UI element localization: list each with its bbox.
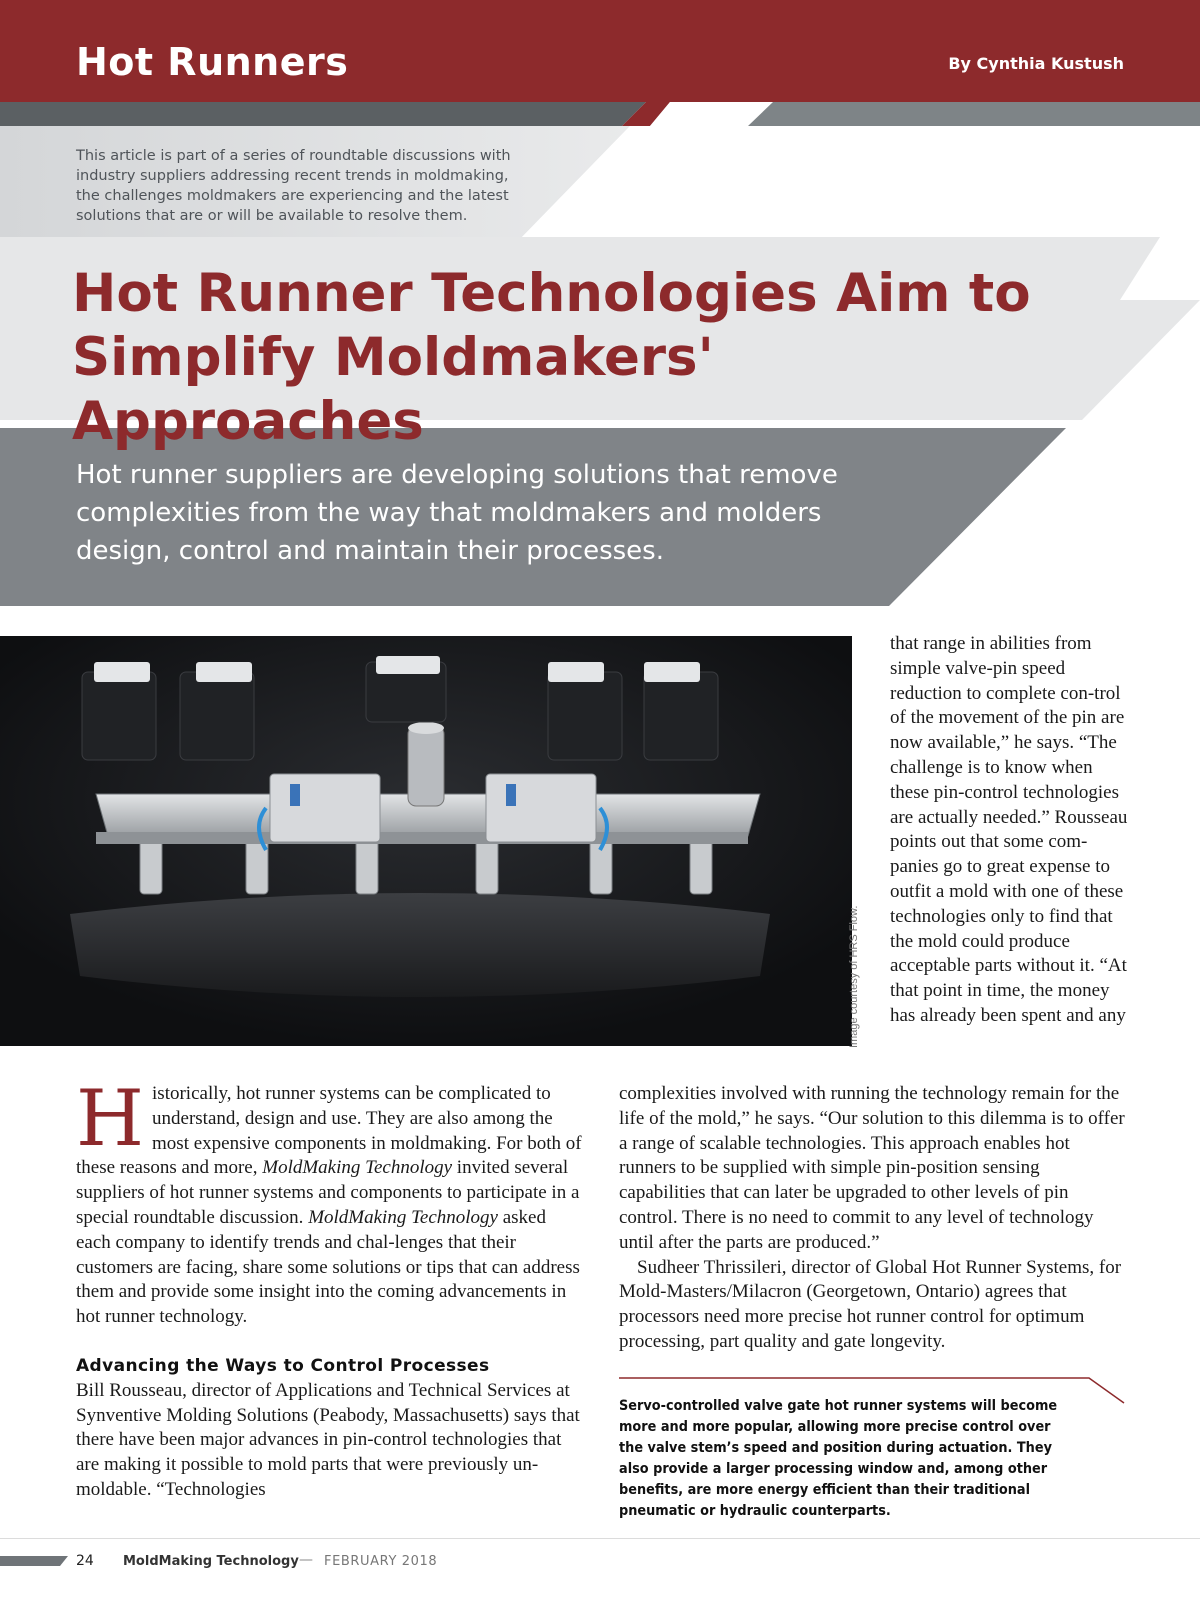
publication-title: MoldMaking Technology <box>123 1554 299 1569</box>
article-column-right-top <box>890 632 1130 1029</box>
text-run: istorically, hot runner systems can be complicated to understand, design and use. They are also among the most expensive components in moldmaking. For both of these reasons and more, <box>76 1083 582 1179</box>
article-photo <box>0 636 852 1046</box>
paragraph: that range in abilities from simple valve-pin speed reduction to complete con-trol of the movement of the pin are now available,” he says. “The challenge is to know when these pin-control technologies are actually needed.” Rousseau points out that some com-panies go to great expense to outfit a mold with one of these technologies only to find that the mold could produce acceptable parts without it. “At that point in time, the money has already been spent and any <box>890 633 1128 1026</box>
section-title: Hot Runners <box>76 40 349 84</box>
article-headline: Hot Runner Technologies Aim to Simplify Moldmakers' Approaches <box>72 263 1031 452</box>
article-column-left <box>76 1074 582 1503</box>
footer-separator: — <box>299 1552 313 1568</box>
publication-name: MoldMaking Technology <box>308 1206 498 1228</box>
footer-rule <box>0 1538 1200 1539</box>
article-column-right <box>619 1082 1129 1355</box>
photo-credit: Image courtesy of HRS Flow. <box>848 905 860 1048</box>
page-number: 24 <box>76 1553 94 1569</box>
photo-caption: Servo-controlled valve gate hot runner systems will become more and more popular, allowing more precise control over the valve stem’s speed and position during actuation. They also provide a larger processing window and, among other benefits, are more energy efficient than their traditional pneumatic or hydraulic counterparts. <box>619 1398 1058 1519</box>
text-run: asked each company to identify trends and chal-lenges that their customers are facing, share some solutions or tips that can address them and provide some insight into the coming advancements in hot runner technology. <box>76 1206 580 1328</box>
byline: By Cynthia Kustush <box>948 54 1124 73</box>
article-deck: Hot runner suppliers are developing solutions that remove complexities from the way that moldmakers and molders design, control and maintain their processes. <box>76 460 838 566</box>
subhead: Advancing the Ways to Control Processes <box>76 1355 490 1376</box>
paragraph: complexities involved with running the technology remain for the life of the mold,” he says. “Our solution to this dilemma is to offer a range of scalable technologies. This approach enables hot runners to be supplied with simple pin-position sensing capabilities that can later be upgraded to other levels of pin control. There is no need to commit to any level of technology until after the parts are produced.” <box>619 1083 1125 1253</box>
paragraph-intro <box>76 1074 582 1330</box>
hot-runner-illustration <box>0 636 852 1046</box>
drop-cap: H <box>76 1074 145 1164</box>
paragraph: Bill Rousseau, director of Applications and Technical Services at Synventive Molding Solutions (Peabody, Massachusetts) says that there have been major advances in pin-control technologies that are making it possible to mold parts that were previously un-moldable. “Technologies <box>76 1379 580 1500</box>
intro-text: This article is part of a series of roundtable discussions with industry suppliers addressing recent trends in moldmaking, the challenges moldmakers are experiencing and the latest solutions that are or will be available to resolve them. <box>76 148 511 224</box>
publication-name: MoldMaking Technology <box>262 1157 453 1179</box>
text-run: invited several suppliers of hot runner systems and components to participate in a special roundtable discussion. <box>76 1157 580 1228</box>
footer-bar <box>0 1556 70 1568</box>
paragraph: Sudheer Thrissileri, director of Global Hot Runner Systems, for Mold-Masters/Milacron (Georgetown, Ontario) agrees that processors need more precise hot runner control for optimum processing, part quality and gate longevity. <box>619 1256 1122 1352</box>
issue-date: FEBRUARY 2018 <box>324 1554 438 1569</box>
